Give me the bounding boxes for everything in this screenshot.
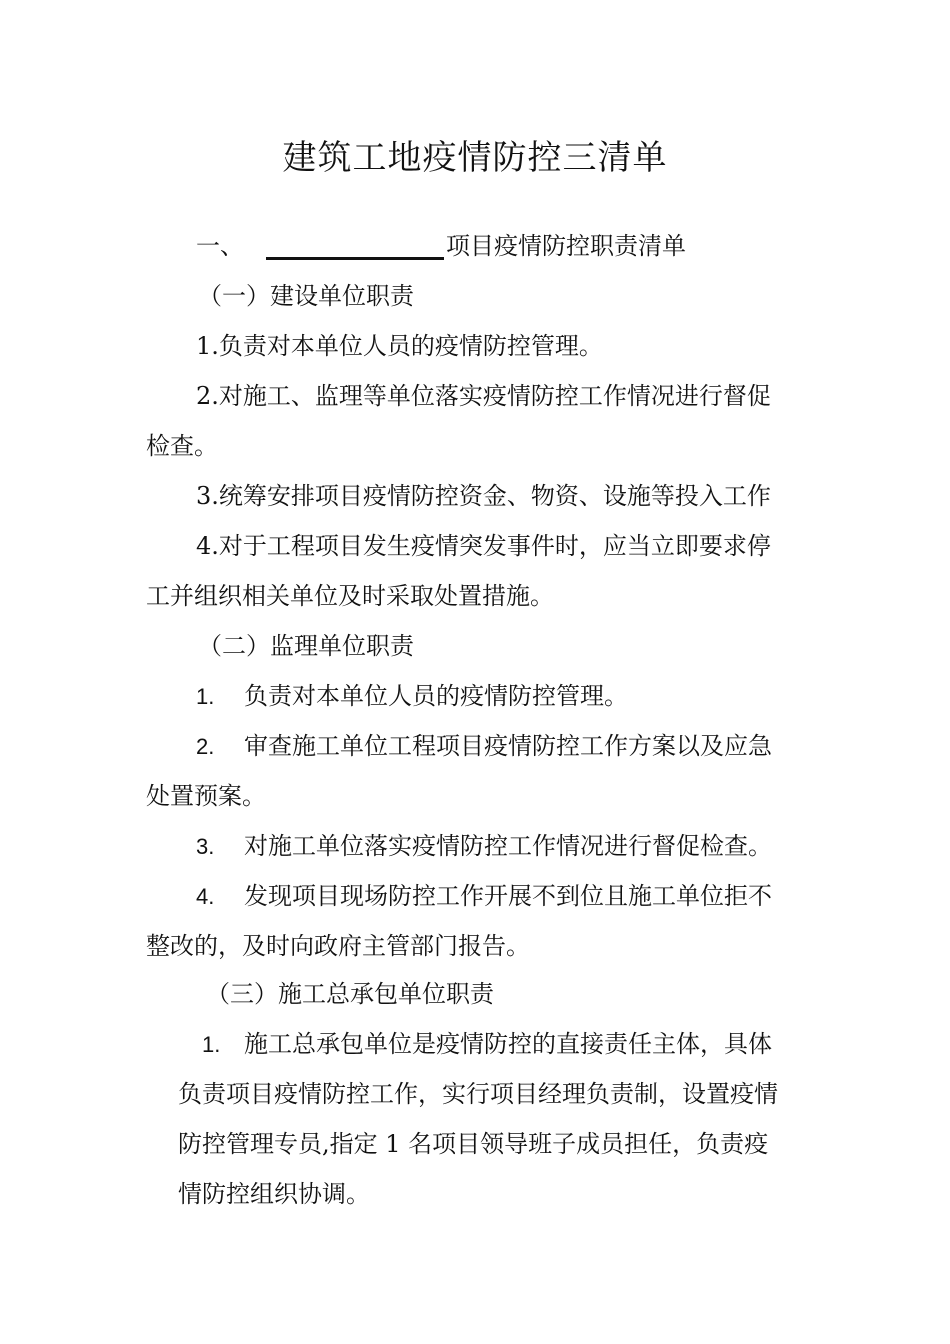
sub-2-item-1 <box>196 678 628 715</box>
sub-1-item-3: 3.统筹安排项目疫情防控资金、物资、设施等投入工作 <box>196 482 771 510</box>
section-1-title: 项目疫情防控职责清单 <box>446 232 686 260</box>
item-number: 4. <box>196 884 215 909</box>
sub-2-item-3 <box>196 828 772 865</box>
document-title: 建筑工地疫情防控三清单 <box>282 138 668 178</box>
section-1-number: 一、 <box>196 232 244 260</box>
sub-2-item-2-cont: 处置预案。 <box>146 782 266 810</box>
sub-2-item-4-cont: 整改的，及时向政府主管部门报告。 <box>146 932 530 960</box>
item-text: 施工总承包单位是疫情防控的直接责任主体，具体 <box>244 1030 772 1058</box>
item-number: 1. <box>202 1032 221 1057</box>
item-text: 发现项目现场防控工作开展不到位且施工单位拒不 <box>244 882 772 910</box>
sub-3-item-1-line-3: 防控管理专员,指定 1 名项目领导班子成员担任，负责疫 <box>178 1130 769 1158</box>
sub-1-item-1: 1.负责对本单位人员的疫情防控管理。 <box>196 332 603 360</box>
sub-2-item-4 <box>196 878 772 915</box>
sub-3-item-1-line-2: 负责项目疫情防控工作，实行项目经理负责制，设置疫情 <box>178 1080 778 1108</box>
sub-1-item-4: 4.对于工程项目发生疫情突发事件时，应当立即要求停 <box>196 532 771 560</box>
item-number: 3. <box>196 834 215 859</box>
sub-3-item-1-line-4: 情防控组织协调。 <box>178 1180 370 1208</box>
blank-underline <box>266 231 444 260</box>
sub-1-item-2: 2.对施工、监理等单位落实疫情防控工作情况进行督促 <box>196 382 771 410</box>
item-number: 2. <box>196 734 215 759</box>
section-1-heading <box>196 228 686 264</box>
sub-1-heading: （一）建设单位职责 <box>198 282 414 310</box>
item-text: 对施工单位落实疫情防控工作情况进行督促检查。 <box>244 832 772 860</box>
sub-3-heading: （三）施工总承包单位职责 <box>206 980 494 1008</box>
sub-1-item-4-cont: 工并组织相关单位及时采取处置措施。 <box>146 582 554 610</box>
sub-2-item-2 <box>196 728 772 765</box>
sub-2-heading: （二）监理单位职责 <box>198 632 414 660</box>
sub-1-item-2-cont: 检查。 <box>146 432 218 460</box>
sub-3-item-1 <box>202 1026 772 1063</box>
item-text: 审查施工单位工程项目疫情防控工作方案以及应急 <box>244 732 772 760</box>
item-number: 1. <box>196 684 215 709</box>
item-text: 负责对本单位人员的疫情防控管理。 <box>244 682 628 710</box>
